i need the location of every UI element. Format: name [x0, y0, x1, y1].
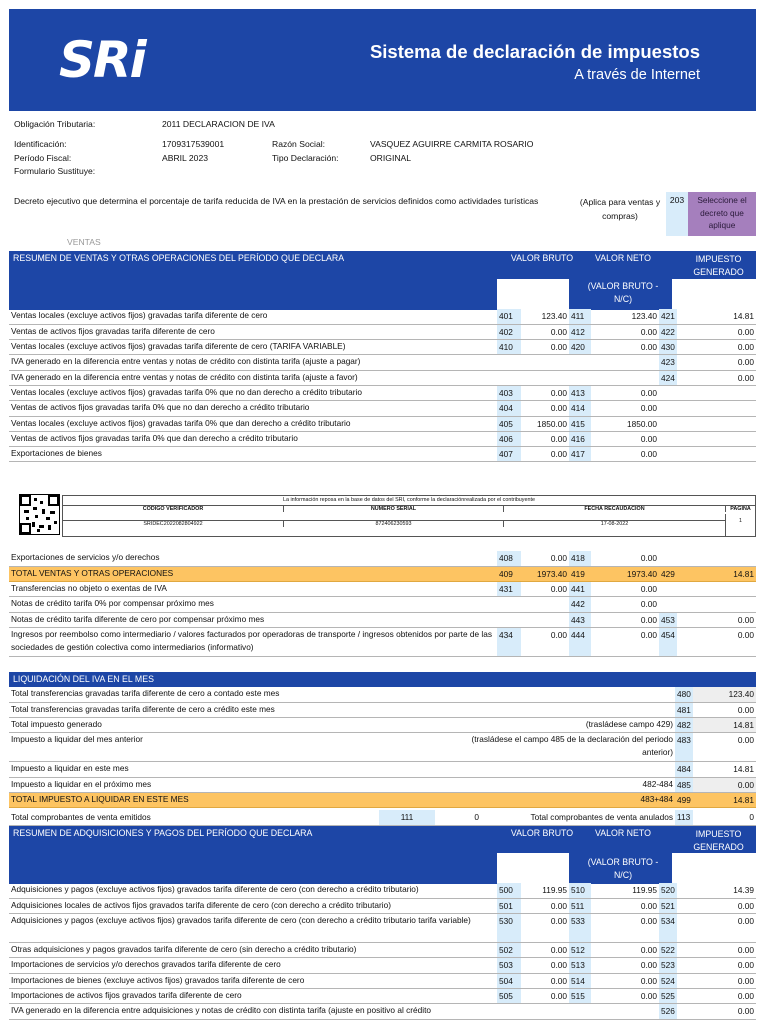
field-code: 408 [497, 551, 521, 566]
field-value [677, 416, 756, 431]
field-code: 421 [659, 309, 677, 324]
row-description: Total transferencias gravadas tarifa diferente de cero a crédito este mes [9, 702, 449, 717]
table-row [9, 582, 756, 597]
row-description: Adquisiciones locales de activos fijos gravados tarifa diferente de cero (con derecho a crédito tributario) [9, 898, 497, 913]
field-value [677, 597, 756, 612]
field-value: 0.00 [521, 898, 569, 913]
field-value [591, 1004, 659, 1019]
field-value: 0.00 [521, 943, 569, 958]
field-code: 526 [659, 1004, 677, 1019]
field-value: 0.00 [677, 370, 756, 385]
table-row [9, 416, 756, 431]
field-code: 405 [497, 416, 521, 431]
numero-label: NUMERO SERIAL [283, 505, 503, 512]
ventas-section-label: VENTAS [67, 237, 101, 247]
row-description: Ventas de activos fijos gravadas tarifa diferente de cero [9, 324, 497, 339]
table-row [9, 762, 756, 777]
row-description: Importaciones de servicios y/o derechos gravados tarifa diferente de cero [9, 958, 497, 973]
periodo-label: Período Fiscal: [14, 153, 72, 163]
header-blank-cell [672, 853, 756, 884]
field-value: 0.00 [591, 958, 659, 973]
ventas-table-2 [9, 551, 756, 657]
field-value [521, 1004, 569, 1019]
table-row [9, 627, 756, 656]
table-row [9, 687, 756, 702]
field-value: 0.00 [677, 914, 756, 943]
adq-col-neto: VALOR NETO [595, 828, 651, 838]
field-value: 14.81 [677, 309, 756, 324]
decreto-select[interactable]: Seleccione el decreto que aplique [688, 192, 756, 236]
field-value: 0.00 [591, 973, 659, 988]
field-value: 0.00 [591, 943, 659, 958]
field-value: 0.00 [591, 401, 659, 416]
field-code: 419 [569, 566, 591, 581]
field-code: 453 [659, 612, 677, 627]
table-row [9, 551, 756, 566]
table-row [9, 612, 756, 627]
ventas-header-title: RESUMEN DE VENTAS Y OTRAS OPERACIONES DEL PERÍODO QUE DECLARA [13, 253, 345, 263]
field-code: 501 [497, 898, 521, 913]
row-description: Otras adquisiciones y pagos gravados tarifa diferente de cero (sin derecho a crédito tributario) [9, 943, 497, 958]
field-code [569, 355, 591, 370]
row-description: Impuesto a liquidar en este mes [9, 762, 449, 777]
field-code [659, 597, 677, 612]
field-code: 504 [497, 973, 521, 988]
field-value: 0.00 [591, 597, 659, 612]
adquisiciones-table [9, 883, 756, 1020]
row-description: Notas de crédito tarifa 0% por compensar próximo mes [9, 597, 497, 612]
field-code: 483 [675, 733, 693, 762]
pagina-value: 1 [725, 514, 755, 536]
table-row [9, 1004, 756, 1019]
field-value: 0.00 [591, 914, 659, 943]
field-code: 402 [497, 324, 521, 339]
table-row [9, 597, 756, 612]
field-code: 418 [569, 551, 591, 566]
field-code: 414 [569, 401, 591, 416]
field-code: 430 [659, 340, 677, 355]
field-code: 415 [569, 416, 591, 431]
field-code [659, 431, 677, 446]
field-value: 0.00 [693, 733, 756, 762]
field-code: 413 [569, 385, 591, 400]
row-note [449, 687, 675, 702]
field-code: 499 [675, 792, 693, 807]
liquidacion-header: LIQUIDACIÓN DEL IVA EN EL MES [9, 672, 756, 687]
field-code: 434 [497, 627, 521, 656]
row-description: Impuesto a liquidar en el próximo mes [9, 777, 449, 792]
field-code: 482 [675, 718, 693, 733]
field-code: 417 [569, 447, 591, 462]
field-value: 119.95 [591, 883, 659, 898]
field-value: 1973.40 [591, 566, 659, 581]
table-row [9, 370, 756, 385]
field-value: 1850.00 [521, 416, 569, 431]
field-code [659, 582, 677, 597]
field-code: 484 [675, 762, 693, 777]
field-value: 0.00 [521, 401, 569, 416]
row-description: TOTAL VENTAS Y OTRAS OPERACIONES [9, 566, 497, 581]
field-code [659, 385, 677, 400]
row-description: IVA generado en la diferencia entre ventas y notas de crédito con distinta tarifa (ajuste a favor) [9, 370, 497, 385]
row-description: Impuesto a liquidar del mes anterior [9, 733, 449, 762]
row-description: Notas de crédito tarifa diferente de cero por compensar próximo mes [9, 612, 497, 627]
sri-logo: SRi [59, 31, 145, 89]
table-row [9, 401, 756, 416]
field-code [497, 597, 521, 612]
row-note: 483+484 [449, 792, 675, 807]
row-description: IVA generado en la diferencia entre adquisiciones y notas de crédito con distinta tarifa (ajuste en positivo al crédito [9, 1004, 497, 1019]
field-value: 0.00 [521, 324, 569, 339]
row-description: IVA generado en la diferencia entre ventas y notas de crédito con distinta tarifa (ajuste a pagar) [9, 355, 497, 370]
field-code [497, 355, 521, 370]
table-row [9, 988, 756, 1003]
decreto-text: Decreto ejecutivo que determina el porcentaje de tarifa reducida de IVA en la prestación de servicios definidos como actividades turísticas [14, 196, 539, 206]
field-code: 410 [497, 340, 521, 355]
field-value: 0.00 [677, 627, 756, 656]
field-code: 481 [675, 702, 693, 717]
razon-value: VASQUEZ AGUIRRE CARMITA ROSARIO [370, 139, 534, 149]
field-value [521, 355, 569, 370]
liquidacion-table [9, 687, 756, 808]
table-row [9, 777, 756, 792]
row-description: TOTAL IMPUESTO A LIQUIDAR EN ESTE MES [9, 792, 449, 807]
field-value: 0.00 [677, 612, 756, 627]
field-value [677, 385, 756, 400]
field-code [659, 447, 677, 462]
row-description: Exportaciones de servicios y/o derechos [9, 551, 497, 566]
field-value: 0.00 [591, 582, 659, 597]
row-description: Ventas locales (excluye activos fijos) gravadas tarifa diferente de cero (TARIFA VARIABLE) [9, 340, 497, 355]
adq-col-impuesto: IMPUESTO GENERADO [693, 829, 744, 852]
header-title: Sistema de declaración de impuestos [369, 41, 700, 62]
col-bruto: VALOR BRUTO [510, 253, 574, 263]
field-value: 123.40 [693, 687, 756, 702]
codigo-value: SRIDEC2022082804922 [63, 520, 283, 527]
field-value: 0.00 [521, 551, 569, 566]
row-description: Importaciones de activos fijos gravados tarifa diferente de cero [9, 988, 497, 1003]
field-code: 534 [659, 914, 677, 943]
obligacion-value: 2011 DECLARACION DE IVA [162, 119, 275, 129]
field-value [677, 582, 756, 597]
field-code [659, 416, 677, 431]
identificacion-value: 1709317539001 [162, 139, 225, 149]
field-code: 422 [659, 324, 677, 339]
field-value: 14.81 [693, 792, 756, 807]
field-value: 0.00 [521, 988, 569, 1003]
field-value: 0.00 [591, 340, 659, 355]
field-code: 420 [569, 340, 591, 355]
field-value: 0.00 [677, 1004, 756, 1019]
qr-code [19, 494, 60, 535]
row-description: Transferencias no objeto o exentas de IVA [9, 582, 497, 597]
field-code: 485 [675, 777, 693, 792]
field-code: 505 [497, 988, 521, 1003]
table-row [9, 324, 756, 339]
field-code: 423 [659, 355, 677, 370]
field-value: 123.40 [521, 309, 569, 324]
header-blank-cell [497, 279, 569, 310]
table-row [9, 733, 756, 762]
field-value: 0.00 [677, 324, 756, 339]
field-value: 0.00 [591, 324, 659, 339]
field-value: 0.00 [521, 431, 569, 446]
field-value [591, 355, 659, 370]
table-row [9, 355, 756, 370]
field-code: 523 [659, 958, 677, 973]
row-note: 482-484 [449, 777, 675, 792]
field-code [569, 370, 591, 385]
row-description: Ventas de activos fijos gravadas tarifa 0% que no dan derecho a crédito tributario [9, 401, 497, 416]
field-code [497, 612, 521, 627]
field-value: 1973.40 [521, 566, 569, 581]
field-value: 0.00 [521, 973, 569, 988]
field-value: 0.00 [693, 777, 756, 792]
field-code [497, 1004, 521, 1019]
table-row [9, 340, 756, 355]
row-description: Ventas locales (excluye activos fijos) gravadas tarifa 0% que dan derecho a crédito tributario [9, 416, 497, 431]
field-code: 404 [497, 401, 521, 416]
codigo-label: CODIGO VERIFICADOR [63, 505, 283, 512]
row-description: Exportaciones de bienes [9, 447, 497, 462]
header-blank-cell [672, 279, 756, 310]
adq-col-neto-sub: (VALOR BRUTO - N/C) [587, 857, 659, 880]
field-value: 0.00 [677, 973, 756, 988]
anulados-value: 0 [693, 810, 756, 825]
field-value: 14.39 [677, 883, 756, 898]
row-description: Adquisiciones y pagos (excluye activos fijos) gravados tarifa diferente de cero (con derecho a crédito tributario tarifa variable) [9, 914, 497, 943]
field-value: 14.81 [693, 718, 756, 733]
field-value: 0.00 [693, 702, 756, 717]
row-description: Adquisiciones y pagos (excluye activos fijos) gravados tarifa diferente de cero (con derecho a crédito tributario) [9, 883, 497, 898]
field-code: 512 [569, 943, 591, 958]
field-value: 0.00 [677, 898, 756, 913]
field-code: 454 [659, 627, 677, 656]
numero-value: 872406230593 [283, 520, 503, 527]
comprobantes-code: 111 [379, 810, 435, 825]
anulados-code: 113 [675, 810, 693, 825]
field-value: 0.00 [677, 943, 756, 958]
decreto-aplica: (Aplica para ventas y compras) [579, 197, 661, 221]
table-row [9, 914, 756, 943]
field-code: 416 [569, 431, 591, 446]
field-value [677, 401, 756, 416]
identificacion-label: Identificación: [14, 139, 67, 149]
field-code: 441 [569, 582, 591, 597]
comprobantes-label: Total comprobantes de venta emitidos [9, 810, 379, 825]
field-code: 409 [497, 566, 521, 581]
field-code: 503 [497, 958, 521, 973]
field-code: 442 [569, 597, 591, 612]
field-code: 424 [659, 370, 677, 385]
field-value: 0.00 [677, 355, 756, 370]
field-value [677, 431, 756, 446]
field-value: 0.00 [677, 958, 756, 973]
adq-col-bruto: VALOR BRUTO [510, 828, 574, 838]
row-description: Ventas locales (excluye activos fijos) gravadas tarifa 0% que no dan derecho a crédito tributario [9, 385, 497, 400]
table-row [9, 898, 756, 913]
tipo-label: Tipo Declaración: [272, 153, 339, 163]
page-header [9, 9, 756, 111]
field-value: 14.81 [677, 566, 756, 581]
header-subtitle: A través de Internet [574, 67, 700, 83]
col-neto: VALOR NETO [595, 253, 651, 263]
field-code: 407 [497, 447, 521, 462]
field-value: 0.00 [521, 385, 569, 400]
field-value [521, 612, 569, 627]
field-value: 0.00 [591, 898, 659, 913]
field-code: 533 [569, 914, 591, 943]
field-code: 412 [569, 324, 591, 339]
table-row [9, 431, 756, 446]
field-code: 403 [497, 385, 521, 400]
field-value: 0.00 [591, 385, 659, 400]
row-description: Ventas locales (excluye activos fijos) gravadas tarifa diferente de cero [9, 309, 497, 324]
field-value [677, 447, 756, 462]
table-row [9, 792, 756, 807]
row-note: (trasládese el campo 485 de la declaración del periodo anterior) [449, 733, 675, 762]
field-value: 0.00 [521, 958, 569, 973]
field-code: 524 [659, 973, 677, 988]
row-note [449, 702, 675, 717]
field-value: 0.00 [591, 551, 659, 566]
field-code: 406 [497, 431, 521, 446]
table-row [9, 702, 756, 717]
field-code: 502 [497, 943, 521, 958]
field-code: 411 [569, 309, 591, 324]
header-blank-cell [497, 853, 569, 884]
razon-label: Razón Social: [272, 139, 326, 149]
field-code: 429 [659, 566, 677, 581]
field-value: 0.00 [677, 988, 756, 1003]
field-value: 14.81 [693, 762, 756, 777]
field-code: 401 [497, 309, 521, 324]
ventas-table [9, 309, 756, 462]
row-note [449, 762, 675, 777]
field-code: 522 [659, 943, 677, 958]
row-description: Importaciones de bienes (excluye activos fijos) gravados tarifa diferente de cero [9, 973, 497, 988]
table-row [9, 447, 756, 462]
field-code: 510 [569, 883, 591, 898]
field-value: 0.00 [521, 914, 569, 943]
adquisiciones-header [9, 826, 756, 884]
field-code: 514 [569, 973, 591, 988]
col-neto-sub: (VALOR BRUTO - N/C) [587, 281, 659, 304]
formulario-label: Formulario Sustituye: [14, 166, 96, 176]
field-value [591, 370, 659, 385]
anulados-label: Total comprobantes de venta anulados [505, 810, 675, 825]
field-value: 1850.00 [591, 416, 659, 431]
col-impuesto: IMPUESTO GENERADO [693, 254, 744, 277]
field-value: 0.00 [521, 627, 569, 656]
field-code: 515 [569, 988, 591, 1003]
field-value [677, 551, 756, 566]
field-value: 0.00 [591, 447, 659, 462]
table-row [9, 958, 756, 973]
field-code: 444 [569, 627, 591, 656]
field-value: 0.00 [521, 582, 569, 597]
table-row [9, 566, 756, 581]
field-code: 520 [659, 883, 677, 898]
row-description: Total transferencias gravadas tarifa diferente de cero a contado este mes [9, 687, 449, 702]
table-row [9, 973, 756, 988]
field-code [569, 1004, 591, 1019]
field-code: 530 [497, 914, 521, 943]
decreto-code: 203 [666, 192, 688, 236]
row-description: Ingresos por reembolso como intermediario / valores facturados por operadoras de transporte / ingresos obtenidos por parte de las sociedades de gestión colectiva como intermediarios (informativo) [9, 627, 497, 656]
field-value [521, 597, 569, 612]
field-code [659, 551, 677, 566]
field-code: 431 [497, 582, 521, 597]
field-value: 0.00 [591, 431, 659, 446]
field-code [497, 370, 521, 385]
table-row [9, 883, 756, 898]
field-code [659, 401, 677, 416]
field-code: 500 [497, 883, 521, 898]
tipo-value: ORIGINAL [370, 153, 412, 163]
ventas-header [9, 251, 756, 310]
adquisiciones-header-title: RESUMEN DE ADQUISICIONES Y PAGOS DEL PERÍODO QUE DECLARA [13, 828, 313, 838]
pagina-label: PAGINA [725, 505, 755, 512]
field-value: 123.40 [591, 309, 659, 324]
obligacion-label: Obligación Tributaria: [14, 119, 96, 129]
row-description: Ventas de activos fijos gravadas tarifa 0% que dan derecho a crédito tributario [9, 431, 497, 446]
verificador-note: La información reposa en la base de datos del SRI, conforme la declaraciónrealizada por el contribuyente [282, 497, 535, 503]
field-code: 480 [675, 687, 693, 702]
table-row [9, 309, 756, 324]
field-value [521, 370, 569, 385]
field-code: 513 [569, 958, 591, 973]
fecha-label: FECHA RECAUDACION [503, 505, 725, 512]
field-value: 0.00 [521, 447, 569, 462]
field-value: 0.00 [521, 340, 569, 355]
field-value: 0.00 [591, 612, 659, 627]
field-value: 0.00 [677, 340, 756, 355]
field-value: 119.95 [521, 883, 569, 898]
field-code: 511 [569, 898, 591, 913]
row-note: (trasládese campo 429) [449, 718, 675, 733]
field-code: 525 [659, 988, 677, 1003]
field-code: 443 [569, 612, 591, 627]
table-row [9, 718, 756, 733]
periodo-value: ABRIL 2023 [162, 153, 209, 163]
comprobantes-row [9, 810, 756, 826]
comprobantes-value: 0 [435, 810, 505, 825]
row-description: Total impuesto generado [9, 718, 449, 733]
field-value: 0.00 [591, 627, 659, 656]
field-value: 0.00 [591, 988, 659, 1003]
table-row [9, 943, 756, 958]
field-code: 521 [659, 898, 677, 913]
table-row [9, 385, 756, 400]
fecha-value: 17-08-2022 [503, 520, 725, 527]
